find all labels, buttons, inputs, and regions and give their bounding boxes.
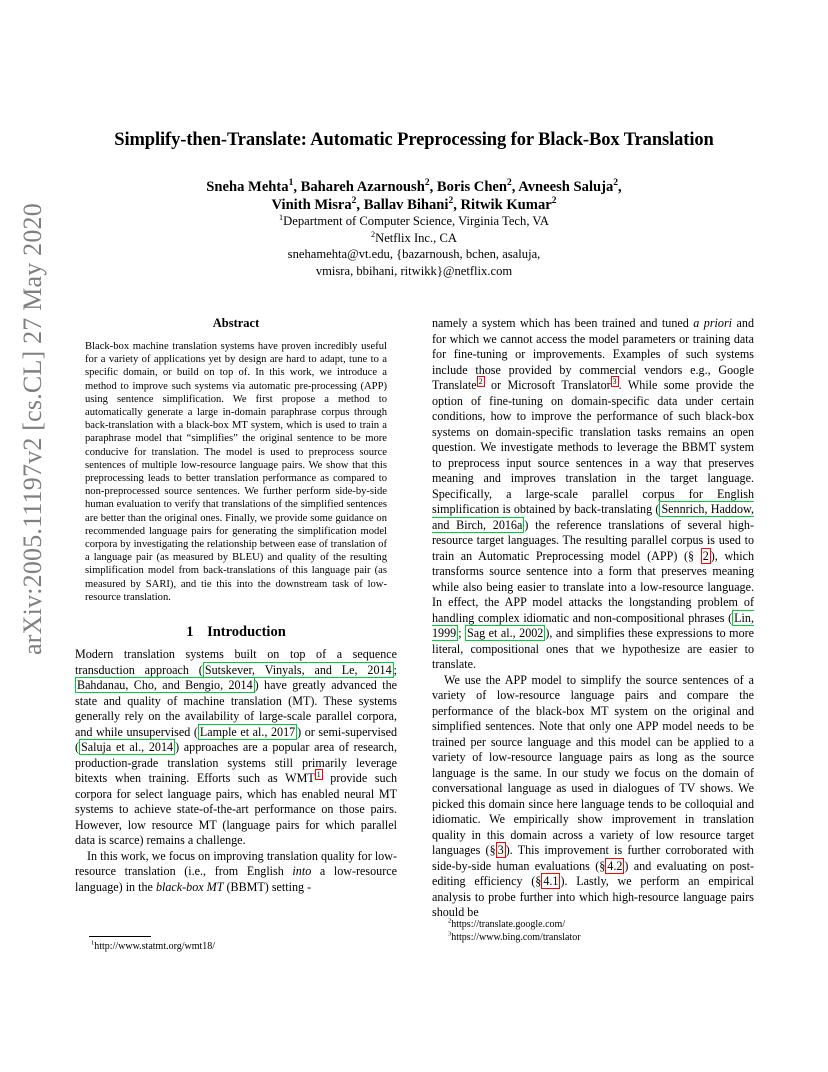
citation-link[interactable]: Saluja et al., 2014 <box>81 740 174 755</box>
footnote-number: 1 <box>91 939 95 947</box>
author-line-2: Vinith Misra$^2$, Ballav Bihani$^2$, Ritwik Kumar$^2$ <box>271 196 557 213</box>
affiliation-1 <box>0 213 828 230</box>
text-run: ). This improvement is further corroborated with side-by-side human evaluations (§ <box>432 843 754 873</box>
footnote-link[interactable]: 3 <box>612 376 617 386</box>
text-run: namely a system which has been trained and tuned <box>432 316 694 330</box>
section-heading-introduction <box>75 624 397 641</box>
text-run: Modern translation systems built on top of a sequence transduction approach ( <box>75 647 397 677</box>
text-run: ; <box>458 626 466 640</box>
author-affil-mark: 2 <box>507 178 512 189</box>
emphasis-text: into <box>292 864 312 879</box>
footnote-number: 3 <box>448 930 452 938</box>
text-run: ) and evaluating on post-editing efficiency (§ <box>432 858 754 888</box>
affiliation-1-text: Department of Computer Science, Virginia Tech, VA <box>283 214 549 228</box>
author-name: Avneesh Saluja <box>518 179 614 195</box>
footnote-2 <box>448 919 754 932</box>
left-column <box>75 316 397 895</box>
footnote-3 <box>448 932 754 945</box>
section-number: 1 <box>186 624 194 641</box>
author-affil-mark: 2 <box>424 178 430 189</box>
intro-paragraph-1 <box>75 647 397 849</box>
citation-link[interactable]: Bahdanau, Cho, and Bengio, 2014 <box>77 678 253 693</box>
affiliation-2 <box>0 230 828 247</box>
paper-title: Simplify-then-Translate: Automatic Preprocessing for Black-Box Translation <box>114 130 714 150</box>
author-list <box>0 178 828 214</box>
author-name: Boris Chen <box>436 179 508 195</box>
footnote-number: 2 <box>448 917 452 925</box>
author-name: Ballav Bihani <box>363 197 449 213</box>
affiliations <box>0 213 828 279</box>
text-run: or Microsoft Translator <box>484 378 611 392</box>
emphasis-text: a priori <box>693 316 733 330</box>
footnote-url[interactable]: http://www.statmt.org/wmt18/ <box>94 941 216 952</box>
footnote-1 <box>91 941 397 954</box>
text-run: a low-resource language) in the <box>75 864 397 894</box>
text-run: ) have greatly advanced the state and quality of machine translation (MT). These systems generally rely on the availability of large-scale parallel corpora, and while unsupervised ( <box>75 678 397 739</box>
text-run: and for which we cannot access the model parameters or training data for fine-tuning or improvements. Examples of such systems include those provided by commercial vendors e.g., Google Translate <box>432 316 754 392</box>
footnote-link[interactable]: 1 <box>316 770 321 780</box>
section-ref-link[interactable]: 3 <box>497 843 504 857</box>
footnotes-right <box>432 919 754 944</box>
text-run: provide such corpora for select language pairs, which has enabled neural MT systems to achieve state-of-the-art performance on those pairs. However, low resource MT (language pairs for which parallel data is scarce) remains a challenge. <box>75 771 397 848</box>
section-title: Introduction <box>207 624 286 641</box>
section-ref-link[interactable]: 4.1 <box>543 874 559 888</box>
citation-link[interactable]: Sutskever, Vinyals, and Le, 2014 <box>204 662 392 677</box>
text-run: . While some provide the option of fine-tuning on domain-specific data under certain conditions, how to improve the performance of such black-box systems on domain-specific translation tasks remains an open question. We investigate methods to leverage the BBMT system to preprocess input source sentences in a way that preserves meaning and improves translation in the target language. Specifically, a large-scale parallel corpus for English simplification is obtained by back-translating ( <box>432 378 754 516</box>
text-run: ) approaches are a popular area of research, production-grade translation systems still primarily leverage bitexts when training. Efforts such as WMT <box>75 740 397 786</box>
right-paragraph-2 <box>432 673 754 921</box>
text-run: ), which transforms source sentence into a form that preserves meaning while also being easier to translate into a low-resource language. In effect, the APP model attacks the longstanding problem of handling complex idiomatic and non-compositional phrases ( <box>432 548 754 625</box>
author-affil-mark: 2 <box>351 196 357 207</box>
right-column <box>432 316 754 921</box>
text-run: ) or semi-supervised ( <box>75 724 397 755</box>
author-name: Vinith Misra <box>271 197 352 213</box>
affil-mark: 2 <box>371 229 376 239</box>
author-affil-mark: 1 <box>288 178 294 189</box>
emphasis-text: black-box MT <box>155 879 224 894</box>
arxiv-identifier-stamp: arXiv:2005.11197v2 [cs.CL] 27 May 2020 <box>18 203 47 655</box>
abstract-text: Black-box machine translation systems have proven incredibly useful for a variety of applications yet by design are hard to adapt, tune to a specific domain, or build on top of. In this work, we introduce a method to improve such systems via automatic pre-processing (APP) using sentence simplification. We first propose a method to automatically generate a large in-domain paraphrase corpus through back-translation with a black-box MT system, which is used to train a paraphrase model that “simplifies” the original sentence to be more conducive for translation. The model is used to preprocess source sentences of multiple low-resource language pairs. We show that this preprocessing leads to better translation performance as compared to non-preprocessed source sentences. We further perform side-by-side human evaluation to verify that translations of the simplified sentences are better than the original ones. Finally, we provide some guidance on recommended language pairs for generating the simplification model corpora by investigating the relationship between ease of translation of a language pair (as measured by BLEU) and quality of the resulting simplification model from back-translations of this language pair (as measured by SARI), and tie this into the downstream task of low-resource translation. <box>85 341 387 603</box>
text-run: ). Lastly, we perform an empirical analysis to probe further into which high-resource language pairs should be <box>432 874 754 919</box>
footnote-link[interactable]: 2 <box>478 376 483 386</box>
footnotes-left <box>75 936 397 954</box>
text-run: ), and simplifies these expressions to more literal, compositional ones that we hypothesize are easier to translate. <box>432 626 755 671</box>
footnote-url[interactable]: https://translate.google.com/ <box>451 919 566 930</box>
footnote-divider <box>89 936 151 937</box>
intro-paragraph-2 <box>75 849 397 896</box>
text-run: ; <box>393 662 397 677</box>
section-ref-link[interactable]: 4.2 <box>607 858 623 873</box>
citation-link[interactable]: Lample et al., 2017 <box>199 724 296 739</box>
author-name: Ritwik Kumar <box>460 197 552 213</box>
text-run: In this work, we focus on improving translation quality for low-resource translation (i.e., from English <box>75 848 397 879</box>
text-run: (BBMT) setting - <box>223 879 312 894</box>
author-affil-mark: 2 <box>448 196 454 207</box>
affil-mark: 1 <box>279 212 284 222</box>
email-line-2: vmisra, bbihani, ritwikk}@netflix.com <box>315 263 513 278</box>
author-line-1: Sneha Mehta$^1$, Bahareh Azarnoush$^2$, Boris Chen$^2$, Avneesh Saluja$^2$, <box>206 178 622 195</box>
author-affil-mark: 2 <box>551 196 557 207</box>
affiliation-2-text: Netflix Inc., CA <box>375 230 457 245</box>
author-name: Bahareh Azarnoush <box>300 179 425 195</box>
right-paragraph-1 <box>432 316 754 673</box>
citation-link[interactable]: Sag et al., 2002 <box>467 626 544 640</box>
citation-link[interactable]: Sennrich, Haddow, and Birch, 2016a <box>432 502 754 532</box>
author-affil-mark: 2 <box>613 178 619 189</box>
author-name: Sneha Mehta <box>206 179 289 195</box>
citation-link[interactable]: Lin, 1999 <box>432 610 754 640</box>
text-run: ) the reference translations of several high-resource target languages. The resulting parallel corpus is used to train an Automatic Preprocessing model (APP) (§ <box>432 517 754 563</box>
abstract-heading: Abstract <box>212 316 260 330</box>
email-line-1: snehamehta@vt.edu, {bazarnoush, bchen, asaluja, <box>287 247 541 261</box>
text-run: We use the APP model to simplify the source sentences of a variety of low-resource language pairs and compare the performance of the black-box MT system on the original and simplified sentences. Note that only one APP model needs to be trained per source language and this model can be applied to a variety of low-resource language pairs as long as the source language is the same. In our study we focus on the domain of conversational language as used in dialogues of TV shows. We picked this domain since here language tends to be colloquial and idiomatic. We empirically show improvement in translation quality in this domain across a variety of low resource target languages (§ <box>432 672 754 857</box>
footnote-url[interactable]: https://www.bing.com/translator <box>451 931 581 943</box>
section-ref-link[interactable]: 2 <box>702 548 709 563</box>
